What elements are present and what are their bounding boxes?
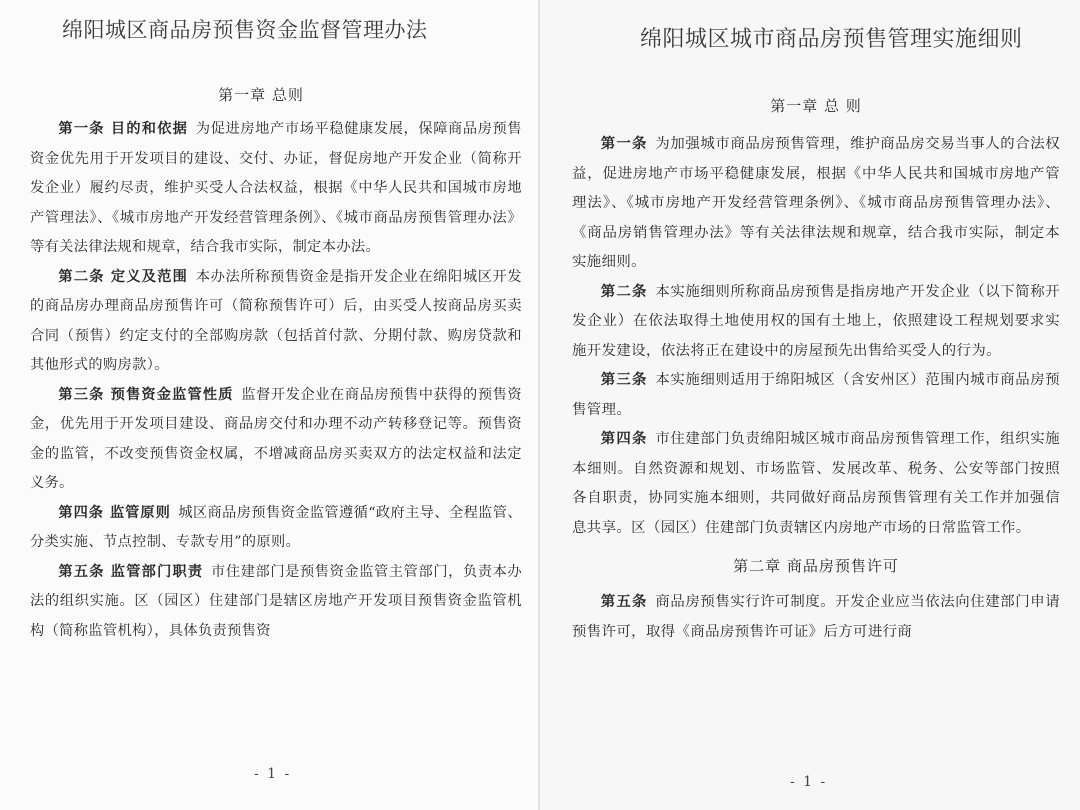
article-text: 为促进房地产市场平稳健康发展，保障商品房预售资金优先用于开发项目的建设、交付、办证，督促房地产开发企业（简称开发企业）履约尽责，维护买受人合法权益，根据《中华人民共和国城市房地产管理法》、《城市房地产开发经营管理条例》、《城市商品房预售管理办法》等有关法律法规和规章，结合我市实际，制定本办法。	[30, 121, 522, 255]
article-heading: 第四条	[600, 431, 648, 447]
article-text: 本实施细则所称商品房预售是指房地产开发企业（以下简称开发企业）在依法取得土地使用权的国有土地上，依照建设工程规划要求实施开发建设，依法将正在建设中的房屋预先出售给买受人的行为。	[572, 283, 1060, 359]
article-heading: 第五条 监管部门职责	[58, 563, 204, 580]
article-text: 本办法所称预售资金是指开发企业在绵阳城区开发的商品房办理商品房预售许可（简称预售许可）后，由买受人按商品房买卖合同（预售）约定支付的全部购房款（包括首付款、分期付款、购房贷款和其他形式的购房款）。	[30, 268, 522, 373]
article-text: 市住建部门负责绵阳城区城市商品房预售管理工作，组织实施本细则。自然资源和规划、市场监管、发展改革、税务、公安等部门按照各自职责，协同实施本细则，共同做好商品房预售管理有关工作并加强信息共享。区（园区）住建部门负责辖区内房地产市场的日常监管工作。	[572, 431, 1060, 536]
article-text: 市住建部门是预售资金监管主管部门，负责本办法的组织实施。区（园区）住建部门是辖区房地产开发项目预售资金监管机构（简称监管机构），具体负责预售资	[30, 563, 522, 639]
article-heading: 第一条	[600, 136, 648, 152]
article-heading: 第二条 定义及范围	[58, 268, 189, 285]
left-article-5	[30, 558, 522, 647]
article-heading: 第五条	[600, 594, 648, 610]
right-chapter-1-heading: 第一章 总 则	[770, 97, 862, 115]
left-article-1	[30, 115, 522, 263]
left-chapter-heading: 第一章 总则	[218, 86, 304, 104]
left-article-4	[30, 499, 522, 558]
article-text: 本实施细则适用于绵阳城区（含安州区）范围内城市商品房预售管理。	[572, 372, 1060, 418]
right-article-3	[572, 366, 1060, 425]
article-heading: 第四条 监管原则	[58, 504, 171, 521]
article-heading: 第三条 预售资金监管性质	[58, 386, 234, 403]
article-text: 城区商品房预售资金监管遵循“政府主导、全程监管、分类实施、节点控制、专款专用”的原则。	[30, 504, 522, 550]
right-chapter-2-heading: 第二章 商品房预售许可	[733, 557, 899, 575]
right-article-5	[572, 588, 1060, 647]
article-heading: 第二条	[600, 283, 648, 300]
left-page-number: - 1 -	[254, 766, 292, 782]
article-text: 商品房预售实行许可制度。开发企业应当依法向住建部门申请预售许可，取得《商品房预售许可证》后方可进行商	[572, 594, 1060, 640]
right-page-number: - 1 -	[790, 774, 828, 790]
article-heading: 第一条 目的和依据	[58, 121, 189, 137]
right-document-page	[540, 0, 1080, 810]
article-text: 监督开发企业在商品房预售中获得的预售资金，优先用于开发项目建设、商品房交付和办理不动产转移登记等。预售资金的监管，不改变预售资金权属，不增减商品房买卖双方的法定权益和法定义务。	[30, 386, 522, 491]
right-article-2	[572, 278, 1060, 367]
right-article-4	[572, 425, 1060, 543]
right-document-title: 绵阳城区城市商品房预售管理实施细则	[640, 27, 1023, 52]
right-article-1	[572, 130, 1060, 278]
left-document-title: 绵阳城区商品房预售资金监督管理办法	[62, 18, 428, 42]
left-article-2	[30, 263, 522, 381]
article-heading: 第三条	[600, 372, 648, 388]
article-text: 为加强城市商品房预售管理，维护商品房交易当事人的合法权益，促进房地产市场平稳健康发展，根据《中华人民共和国城市房地产管理法》、《城市房地产开发经营管理条例》、《城市商品房预售管理办法》、《商品房销售管理办法》等有关法律法规和规章，结合我市实际，制定本实施细则。	[572, 136, 1060, 270]
left-article-3	[30, 381, 522, 499]
